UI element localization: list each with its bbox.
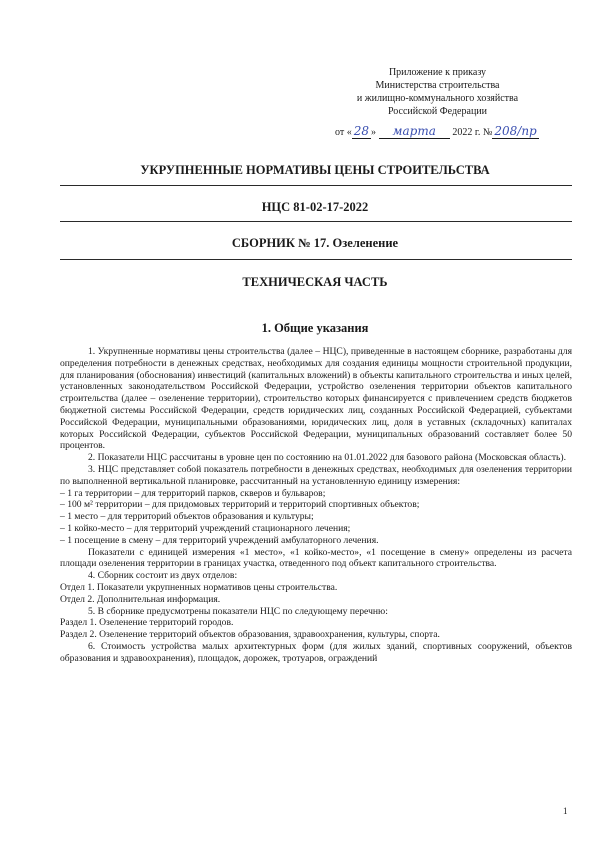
paragraph-6: 6. Стоимость устройства малых архитектурных форм (для жилых зданий, спортивных сооружений, объектов образования и здравоохранения), площадок, дорожек, тротуаров, ограждений bbox=[60, 640, 572, 664]
appendix-line-2: Министерства строительства bbox=[375, 80, 500, 91]
divider bbox=[60, 185, 572, 186]
list-item: Раздел 1. Озеленение территорий городов. bbox=[60, 617, 234, 629]
paragraph-1: 1. Укрупненные нормативы цены строительства (далее – НЦС), приведенные в настоящем сборнике, разработаны для определения потребности в денежных средствах, необходимых для создания единицы мощности строительной продукции, для планирования (обоснования) инвестиций (капитальных вложений) в объекты капитального строительства и иных целей, установленных законодательством Российской Федерации, устройство озеленения территории объектов капитального строительства (далее – озеленение территории), строительство которых финансируется с привлечением средств бюджетов бюджетной системы Российской Федерации, средств юридических лиц, созданных Российской Федерацией, субъектами Российской Федерации, муниципальными образованиями, юридических лиц, доля в уставных (складочных) капиталах которых Российской Федерации, субъектов Российской Федерации, муниципальных образований составляет более 50 процентов. bbox=[60, 346, 572, 452]
document-body bbox=[60, 346, 572, 665]
unit-item: – 1 посещение в смену – для территорий учреждений амбулаторного лечения. bbox=[60, 534, 379, 546]
appendix-block bbox=[330, 66, 545, 118]
code-title: НЦС 81-02-17-2022 bbox=[261, 200, 369, 214]
appendix-line-4: Российской Федерации bbox=[387, 106, 487, 117]
unit-item: – 1 место – для территорий объектов образования и культуры; bbox=[60, 511, 314, 523]
paragraph-3: 3. НЦС представляет собой показатель потребности в денежных средствах, необходимых для озеленения территории по выполненной вертикальной планировке, рассчитанный на установленную единицу измерения: bbox=[60, 463, 572, 487]
appendix-line-1: Приложение к приказу bbox=[388, 67, 487, 78]
order-prefix: от « bbox=[335, 127, 352, 138]
paragraph-units-note: Показатели с единицей измерения «1 место», «1 койко-место», «1 посещение в смену» определены из расчета площади озеленения территории в границах участка, отведенного под объект капитального строительства. bbox=[60, 546, 572, 570]
order-day: 28 bbox=[353, 124, 370, 138]
page-number: 1 bbox=[563, 806, 568, 816]
order-month: марта bbox=[379, 124, 450, 139]
collection-title: СБОРНИК № 17. Озеленение bbox=[231, 236, 399, 250]
order-year: 2022 г. № bbox=[452, 127, 493, 138]
unit-item: – 1 га территории – для территорий парков, скверов и бульваров; bbox=[60, 487, 326, 499]
paragraph-5: 5. В сборнике предусмотрены показатели НЦС по следующему перечню: bbox=[88, 605, 388, 617]
main-title: УКРУПНЕННЫЕ НОРМАТИВЫ ЦЕНЫ СТРОИТЕЛЬСТВА bbox=[140, 163, 490, 177]
list-item: Раздел 2. Озеленение территорий объектов образования, здравоохранения, культуры, спорта. bbox=[60, 629, 440, 641]
order-date-line bbox=[335, 124, 539, 138]
subsection-title: 1. Общие указания bbox=[261, 321, 369, 335]
divider bbox=[60, 259, 572, 260]
unit-item: – 100 м² территории – для придомовых территорий и территорий спортивных объектов; bbox=[60, 499, 420, 511]
order-mid: » bbox=[371, 127, 377, 138]
paragraph-4: 4. Сборник состоит из двух отделов: bbox=[88, 570, 238, 582]
order-number: 208/пр bbox=[494, 124, 537, 138]
divider bbox=[60, 221, 572, 222]
section-title: ТЕХНИЧЕСКАЯ ЧАСТЬ bbox=[242, 275, 388, 289]
list-item: Отдел 1. Показатели укрупненных нормативов цены строительства. bbox=[60, 581, 338, 593]
paragraph-2: 2. Показатели НЦС рассчитаны в уровне цен по состоянию на 01.01.2022 для базового района (Московская область). bbox=[88, 452, 566, 464]
unit-item: – 1 койко-место – для территорий учреждений стационарного лечения; bbox=[60, 522, 351, 534]
list-item: Отдел 2. Дополнительная информация. bbox=[60, 593, 221, 605]
appendix-line-3: и жилищно-коммунального хозяйства bbox=[356, 93, 519, 104]
